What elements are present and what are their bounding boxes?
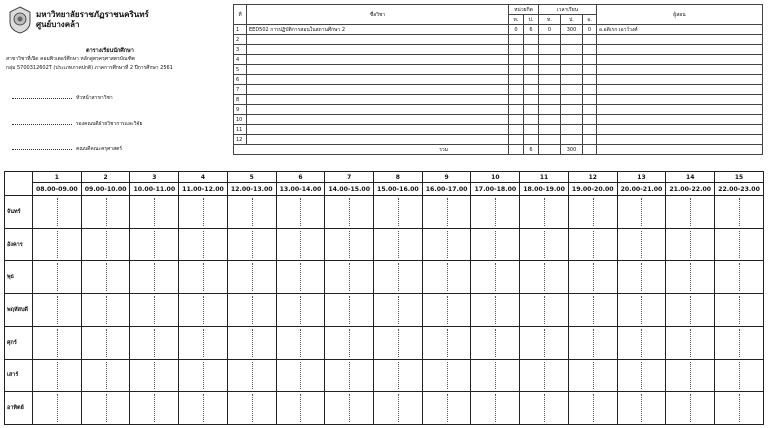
signature-dots — [12, 124, 72, 125]
course-row — [234, 125, 763, 135]
col-no-header: ที่ — [234, 5, 247, 25]
schedule-cell — [568, 196, 617, 229]
schedule-cell — [520, 392, 569, 425]
course-cell-h2: 300 — [561, 25, 583, 35]
corner-cell — [5, 172, 33, 196]
course-cell-h1 — [539, 105, 561, 115]
schedule-cell — [374, 359, 423, 392]
schedule-cell — [715, 261, 764, 294]
schedule-cell — [33, 392, 82, 425]
course-cell-teacher — [597, 85, 763, 95]
schedule-cell — [520, 359, 569, 392]
course-cell-no: 10 — [234, 115, 247, 125]
schedule-cell — [227, 326, 276, 359]
period-number: 3 — [130, 172, 179, 183]
schedule-cell — [33, 228, 82, 261]
period-time: 20.00-21.00 — [617, 183, 666, 196]
course-cell-teacher — [597, 55, 763, 65]
schedule-cell — [33, 261, 82, 294]
course-cell-c1 — [509, 105, 524, 115]
total-credit: 6 — [524, 145, 539, 155]
signature-line — [12, 120, 142, 128]
period-time: 10.00-11.00 — [130, 183, 179, 196]
sub-header: ท. — [509, 15, 524, 25]
period-time: 15.00-16.00 — [374, 183, 423, 196]
period-number: 14 — [666, 172, 715, 183]
schedule-cell — [666, 326, 715, 359]
total-label: รวม — [234, 145, 509, 155]
course-row — [234, 115, 763, 125]
course-cell-h3 — [583, 115, 597, 125]
schedule-cell — [715, 228, 764, 261]
schedule-cell — [715, 196, 764, 229]
course-cell-no: 11 — [234, 125, 247, 135]
day-row — [5, 196, 764, 229]
period-time: 16.00-17.00 — [422, 183, 471, 196]
sub-header: ท. — [539, 15, 561, 25]
course-cell-teacher — [597, 75, 763, 85]
schedule-cell — [568, 326, 617, 359]
course-cell-teacher — [597, 95, 763, 105]
schedule-cell — [374, 261, 423, 294]
schedule-cell — [666, 359, 715, 392]
schedule-cell — [471, 228, 520, 261]
course-cell-h2 — [561, 35, 583, 45]
schedule-cell — [179, 359, 228, 392]
schedule-cell — [325, 359, 374, 392]
schedule-cell — [422, 359, 471, 392]
period-number: 5 — [227, 172, 276, 183]
course-cell-c2 — [524, 65, 539, 75]
day-label: อังคาร — [5, 228, 33, 261]
day-label: พฤหัสบดี — [5, 294, 33, 327]
course-cell-no: 4 — [234, 55, 247, 65]
schedule-cell — [33, 196, 82, 229]
schedule-cell — [617, 359, 666, 392]
info-line: สาขาวิชาที่เปิด คอมพิวเตอร์ศึกษา หลักสูตรครุศาสตรบัณฑิต — [6, 56, 135, 62]
schedule-cell — [471, 359, 520, 392]
course-row — [234, 75, 763, 85]
schedule-cell — [325, 196, 374, 229]
schedule-cell — [617, 261, 666, 294]
course-cell-c2 — [524, 105, 539, 115]
period-time: 09.00-10.00 — [81, 183, 130, 196]
schedule-cell — [422, 228, 471, 261]
course-cell-h2 — [561, 55, 583, 65]
schedule-cell — [471, 392, 520, 425]
schedule-cell — [520, 326, 569, 359]
course-cell-subject — [247, 75, 509, 85]
course-cell-teacher — [597, 135, 763, 145]
period-number: 4 — [179, 172, 228, 183]
schedule-cell — [179, 294, 228, 327]
course-cell-c2 — [524, 75, 539, 85]
course-cell-c2 — [524, 85, 539, 95]
course-table — [233, 4, 763, 155]
course-cell-subject — [247, 95, 509, 105]
schedule-cell — [81, 392, 130, 425]
schedule-cell — [666, 228, 715, 261]
schedule-cell — [617, 392, 666, 425]
university-seal-logo — [8, 6, 32, 34]
day-row — [5, 261, 764, 294]
day-row — [5, 392, 764, 425]
period-number: 2 — [81, 172, 130, 183]
course-cell-c2 — [524, 95, 539, 105]
schedule-cell — [130, 228, 179, 261]
period-time: 11.00-12.00 — [179, 183, 228, 196]
day-row — [5, 326, 764, 359]
schedule-cell — [520, 261, 569, 294]
signature-label: หัวหน้าสาขาวิชา — [76, 95, 113, 101]
schedule-cell — [130, 326, 179, 359]
schedule-cell — [179, 392, 228, 425]
schedule-cell — [179, 326, 228, 359]
schedule-cell — [374, 392, 423, 425]
schedule-cell — [374, 294, 423, 327]
course-cell-subject — [247, 135, 509, 145]
course-cell-teacher — [597, 45, 763, 55]
period-number: 1 — [33, 172, 82, 183]
signature-line — [12, 145, 122, 153]
schedule-cell — [81, 294, 130, 327]
day-label: เสาร์ — [5, 359, 33, 392]
schedule-cell — [81, 228, 130, 261]
course-cell-h3 — [583, 125, 597, 135]
course-cell-h1 — [539, 95, 561, 105]
course-cell-h1 — [539, 125, 561, 135]
period-number: 11 — [520, 172, 569, 183]
schedule-cell — [179, 228, 228, 261]
schedule-cell — [715, 359, 764, 392]
schedule-cell — [227, 392, 276, 425]
period-number: 8 — [374, 172, 423, 183]
course-cell-h3 — [583, 85, 597, 95]
signature-dots — [12, 149, 72, 150]
course-cell-h3 — [583, 75, 597, 85]
course-cell-h2 — [561, 85, 583, 95]
schedule-cell — [276, 326, 325, 359]
period-number: 10 — [471, 172, 520, 183]
schedule-cell — [276, 294, 325, 327]
course-cell-subject: EED502 การปฏิบัติการสอนในสถานศึกษา 2 — [247, 25, 509, 35]
schedule-cell — [520, 294, 569, 327]
period-time: 17.00-18.00 — [471, 183, 520, 196]
schedule-cell — [276, 196, 325, 229]
col-teacher-header: ผู้สอน — [597, 5, 763, 25]
schedule-cell — [325, 228, 374, 261]
schedule-cell — [568, 261, 617, 294]
schedule-cell — [568, 392, 617, 425]
schedule-cell — [568, 228, 617, 261]
schedule-cell — [666, 392, 715, 425]
schedule-cell — [325, 261, 374, 294]
period-number: 7 — [325, 172, 374, 183]
course-cell-c1 — [509, 55, 524, 65]
course-cell-h1: 0 — [539, 25, 561, 35]
period-number: 15 — [715, 172, 764, 183]
period-time: 18.00-19.00 — [520, 183, 569, 196]
course-cell-c2 — [524, 45, 539, 55]
schedule-cell — [520, 228, 569, 261]
university-name-block — [36, 10, 149, 30]
course-cell-h1 — [539, 75, 561, 85]
course-cell-subject — [247, 125, 509, 135]
course-cell-h3 — [583, 35, 597, 45]
course-cell-h1 — [539, 85, 561, 95]
total-hours: 300 — [561, 145, 583, 155]
schedule-cell — [81, 326, 130, 359]
sub-header: ป. — [561, 15, 583, 25]
schedule-cell — [374, 196, 423, 229]
schedule-cell — [130, 196, 179, 229]
schedule-cell — [227, 294, 276, 327]
info-line: กลุ่ม 5700312602T (ประเภทภาคปกติ) ภาคการศึกษาที่ 2 ปีการศึกษา 2561 — [6, 65, 173, 71]
schedule-cell — [179, 196, 228, 229]
schedule-cell — [325, 326, 374, 359]
schedule-cell — [130, 294, 179, 327]
schedule-cell — [374, 326, 423, 359]
course-cell-c1 — [509, 115, 524, 125]
schedule-cell — [520, 196, 569, 229]
course-cell-h1 — [539, 35, 561, 45]
schedule-cell — [422, 294, 471, 327]
course-cell-h2 — [561, 135, 583, 145]
course-cell-h2 — [561, 65, 583, 75]
schedule-cell — [666, 196, 715, 229]
schedule-cell — [325, 294, 374, 327]
course-cell-h2 — [561, 125, 583, 135]
day-row — [5, 294, 764, 327]
course-cell-subject — [247, 65, 509, 75]
schedule-cell — [227, 261, 276, 294]
schedule-cell — [666, 294, 715, 327]
schedule-cell — [471, 196, 520, 229]
schedule-cell — [617, 294, 666, 327]
schedule-cell — [325, 392, 374, 425]
schedule-cell — [617, 326, 666, 359]
course-cell-c1 — [509, 45, 524, 55]
course-cell-h3 — [583, 135, 597, 145]
schedule-cell — [374, 228, 423, 261]
course-cell-c1: 0 — [509, 25, 524, 35]
course-cell-no: 8 — [234, 95, 247, 105]
course-row — [234, 25, 763, 35]
section-title: ตารางเรียนนักศึกษา — [86, 48, 134, 54]
schedule-cell — [81, 196, 130, 229]
schedule-cell — [422, 196, 471, 229]
schedule-cell — [422, 261, 471, 294]
course-cell-h1 — [539, 65, 561, 75]
schedule-cell — [422, 326, 471, 359]
schedule-cell — [81, 359, 130, 392]
day-label: จันทร์ — [5, 196, 33, 229]
course-cell-teacher — [597, 115, 763, 125]
course-cell-c2 — [524, 135, 539, 145]
course-cell-no: 7 — [234, 85, 247, 95]
period-time: 12.00-13.00 — [227, 183, 276, 196]
period-time: 19.00-20.00 — [568, 183, 617, 196]
course-cell-h2 — [561, 75, 583, 85]
schedule-cell — [81, 261, 130, 294]
signature-label: รองคณบดีฝ่ายวิชาการและวิจัย — [76, 121, 143, 127]
weekly-schedule-grid — [4, 171, 764, 425]
schedule-cell — [471, 294, 520, 327]
schedule-cell — [666, 261, 715, 294]
course-cell-c1 — [509, 35, 524, 45]
day-row — [5, 359, 764, 392]
course-cell-no: 5 — [234, 65, 247, 75]
course-row — [234, 65, 763, 75]
course-cell-h1 — [539, 135, 561, 145]
period-time: 08.00-09.00 — [33, 183, 82, 196]
course-cell-subject — [247, 85, 509, 95]
period-time: 21.00-22.00 — [666, 183, 715, 196]
course-cell-no: 12 — [234, 135, 247, 145]
schedule-cell — [471, 261, 520, 294]
course-row — [234, 105, 763, 115]
campus-name: ศูนย์บางคล้า — [36, 20, 80, 29]
course-cell-h1 — [539, 55, 561, 65]
day-label: อาทิตย์ — [5, 392, 33, 425]
col-subject-header: ชื่อวิชา — [247, 5, 509, 25]
course-cell-h2 — [561, 45, 583, 55]
period-number: 9 — [422, 172, 471, 183]
course-cell-subject — [247, 115, 509, 125]
sub-header: อ. — [583, 15, 597, 25]
course-cell-no: 9 — [234, 105, 247, 115]
course-cell-subject — [247, 105, 509, 115]
schedule-cell — [617, 228, 666, 261]
course-cell-subject — [247, 45, 509, 55]
schedule-cell — [130, 261, 179, 294]
course-cell-c2: 6 — [524, 25, 539, 35]
signature-dots — [12, 98, 72, 99]
course-cell-teacher — [597, 105, 763, 115]
course-cell-c1 — [509, 135, 524, 145]
course-cell-c2 — [524, 125, 539, 135]
day-label: พุธ — [5, 261, 33, 294]
course-cell-c1 — [509, 65, 524, 75]
schedule-cell — [276, 228, 325, 261]
course-cell-h3 — [583, 45, 597, 55]
period-number: 12 — [568, 172, 617, 183]
signature-label: คณบดีคณะครุศาสตร์ — [76, 146, 123, 152]
schedule-cell — [568, 294, 617, 327]
university-name: มหาวิทยาลัยราชภัฏราชนครินทร์ — [36, 10, 149, 19]
course-cell-teacher — [597, 125, 763, 135]
course-cell-c1 — [509, 75, 524, 85]
schedule-cell — [276, 261, 325, 294]
schedule-cell — [276, 359, 325, 392]
course-cell-h3: 0 — [583, 25, 597, 35]
course-cell-h3 — [583, 95, 597, 105]
course-row — [234, 135, 763, 145]
course-cell-h3 — [583, 55, 597, 65]
course-row — [234, 35, 763, 45]
schedule-cell — [179, 261, 228, 294]
schedule-cell — [33, 359, 82, 392]
course-cell-h2 — [561, 115, 583, 125]
course-cell-subject — [247, 35, 509, 45]
course-cell-teacher — [597, 35, 763, 45]
course-cell-h3 — [583, 65, 597, 75]
course-row — [234, 45, 763, 55]
course-row — [234, 55, 763, 65]
course-cell-no: 6 — [234, 75, 247, 85]
course-cell-no: 3 — [234, 45, 247, 55]
schedule-cell — [715, 392, 764, 425]
period-number: 6 — [276, 172, 325, 183]
schedule-cell — [568, 359, 617, 392]
day-row — [5, 228, 764, 261]
schedule-cell — [715, 326, 764, 359]
course-cell-c2 — [524, 115, 539, 125]
course-cell-h2 — [561, 105, 583, 115]
day-label: ศุกร์ — [5, 326, 33, 359]
sub-header: ป. — [524, 15, 539, 25]
schedule-cell — [227, 359, 276, 392]
period-time: 22.00-23.00 — [715, 183, 764, 196]
course-cell-subject — [247, 55, 509, 65]
schedule-cell — [471, 326, 520, 359]
col-credit-header: หน่วยกิต — [509, 5, 539, 15]
course-cell-h1 — [539, 45, 561, 55]
course-cell-h1 — [539, 115, 561, 125]
course-cell-no: 1 — [234, 25, 247, 35]
period-time: 13.00-14.00 — [276, 183, 325, 196]
course-row — [234, 85, 763, 95]
col-hours-header: เวลาเรียน — [539, 5, 597, 15]
course-cell-teacher — [597, 65, 763, 75]
period-number: 13 — [617, 172, 666, 183]
course-cell-h2 — [561, 95, 583, 105]
schedule-cell — [33, 294, 82, 327]
schedule-cell — [276, 392, 325, 425]
course-row — [234, 95, 763, 105]
course-cell-no: 2 — [234, 35, 247, 45]
course-cell-c1 — [509, 95, 524, 105]
schedule-cell — [227, 196, 276, 229]
schedule-cell — [130, 359, 179, 392]
course-cell-c2 — [524, 55, 539, 65]
signature-line — [12, 94, 113, 102]
schedule-cell — [33, 326, 82, 359]
course-cell-h3 — [583, 105, 597, 115]
period-time: 14.00-15.00 — [325, 183, 374, 196]
schedule-cell — [422, 392, 471, 425]
schedule-cell — [130, 392, 179, 425]
course-cell-c2 — [524, 35, 539, 45]
schedule-cell — [617, 196, 666, 229]
course-cell-c1 — [509, 85, 524, 95]
course-cell-teacher: อ.อดิเรก เอาว์วงศ์ — [597, 25, 763, 35]
schedule-cell — [227, 228, 276, 261]
course-cell-c1 — [509, 125, 524, 135]
schedule-cell — [715, 294, 764, 327]
